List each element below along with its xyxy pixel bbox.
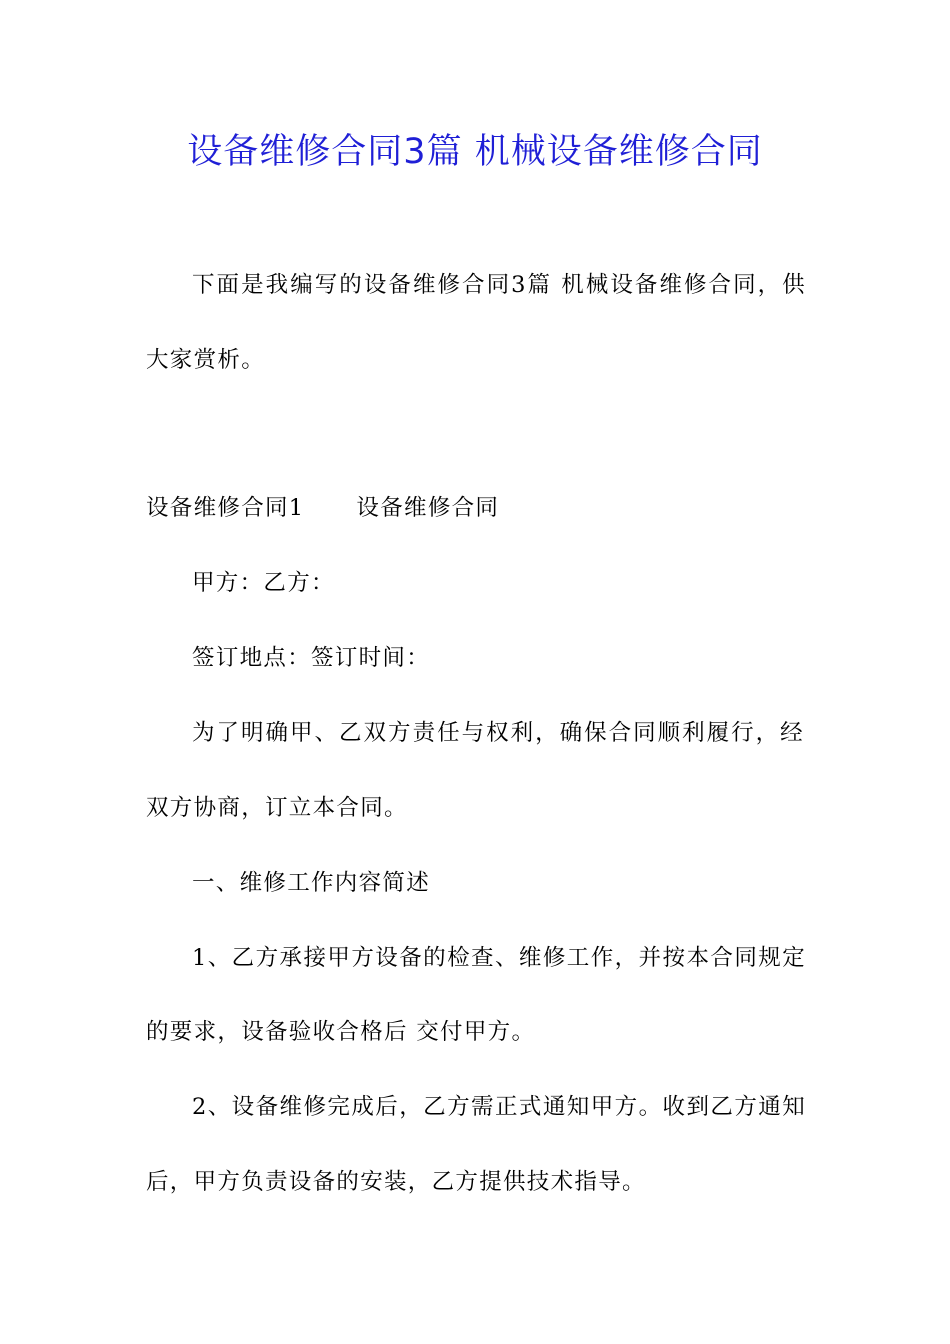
intro-line-1: 下面是我编写的设备维修合同3篇 机械设备维修合同，供 — [192, 272, 806, 298]
purpose-line-2: 双方协商，订立本合同。 — [146, 795, 408, 821]
clause-heading: 一、维修工作内容简述 — [192, 870, 431, 896]
section-heading-left: 设备维修合同1 — [146, 495, 305, 521]
document-title: 设备维修合同3篇 机械设备维修合同 — [187, 132, 763, 172]
signing-line: 签订地点：签订时间： — [192, 645, 431, 671]
section-heading — [146, 491, 816, 525]
parties-line: 甲方：乙方： — [192, 570, 335, 596]
item-1-line-1: 1、乙方承接甲方设备的检查、维修工作，并按本合同规定 — [192, 945, 806, 971]
item-2-line-1: 2、设备维修完成后，乙方需正式通知甲方。收到乙方通知 — [192, 1094, 806, 1120]
intro-line-2: 大家赏析。 — [146, 347, 266, 373]
section-heading-right: 设备维修合同 — [356, 495, 500, 521]
item-1-line-2: 的要求，设备验收合格后 交付甲方。 — [146, 1019, 536, 1045]
item-2-line-2: 后，甲方负责设备的安装，乙方提供技术指导。 — [146, 1169, 646, 1195]
purpose-line-1: 为了明确甲、乙双方责任与权利，确保合同顺利履行，经 — [192, 720, 804, 746]
